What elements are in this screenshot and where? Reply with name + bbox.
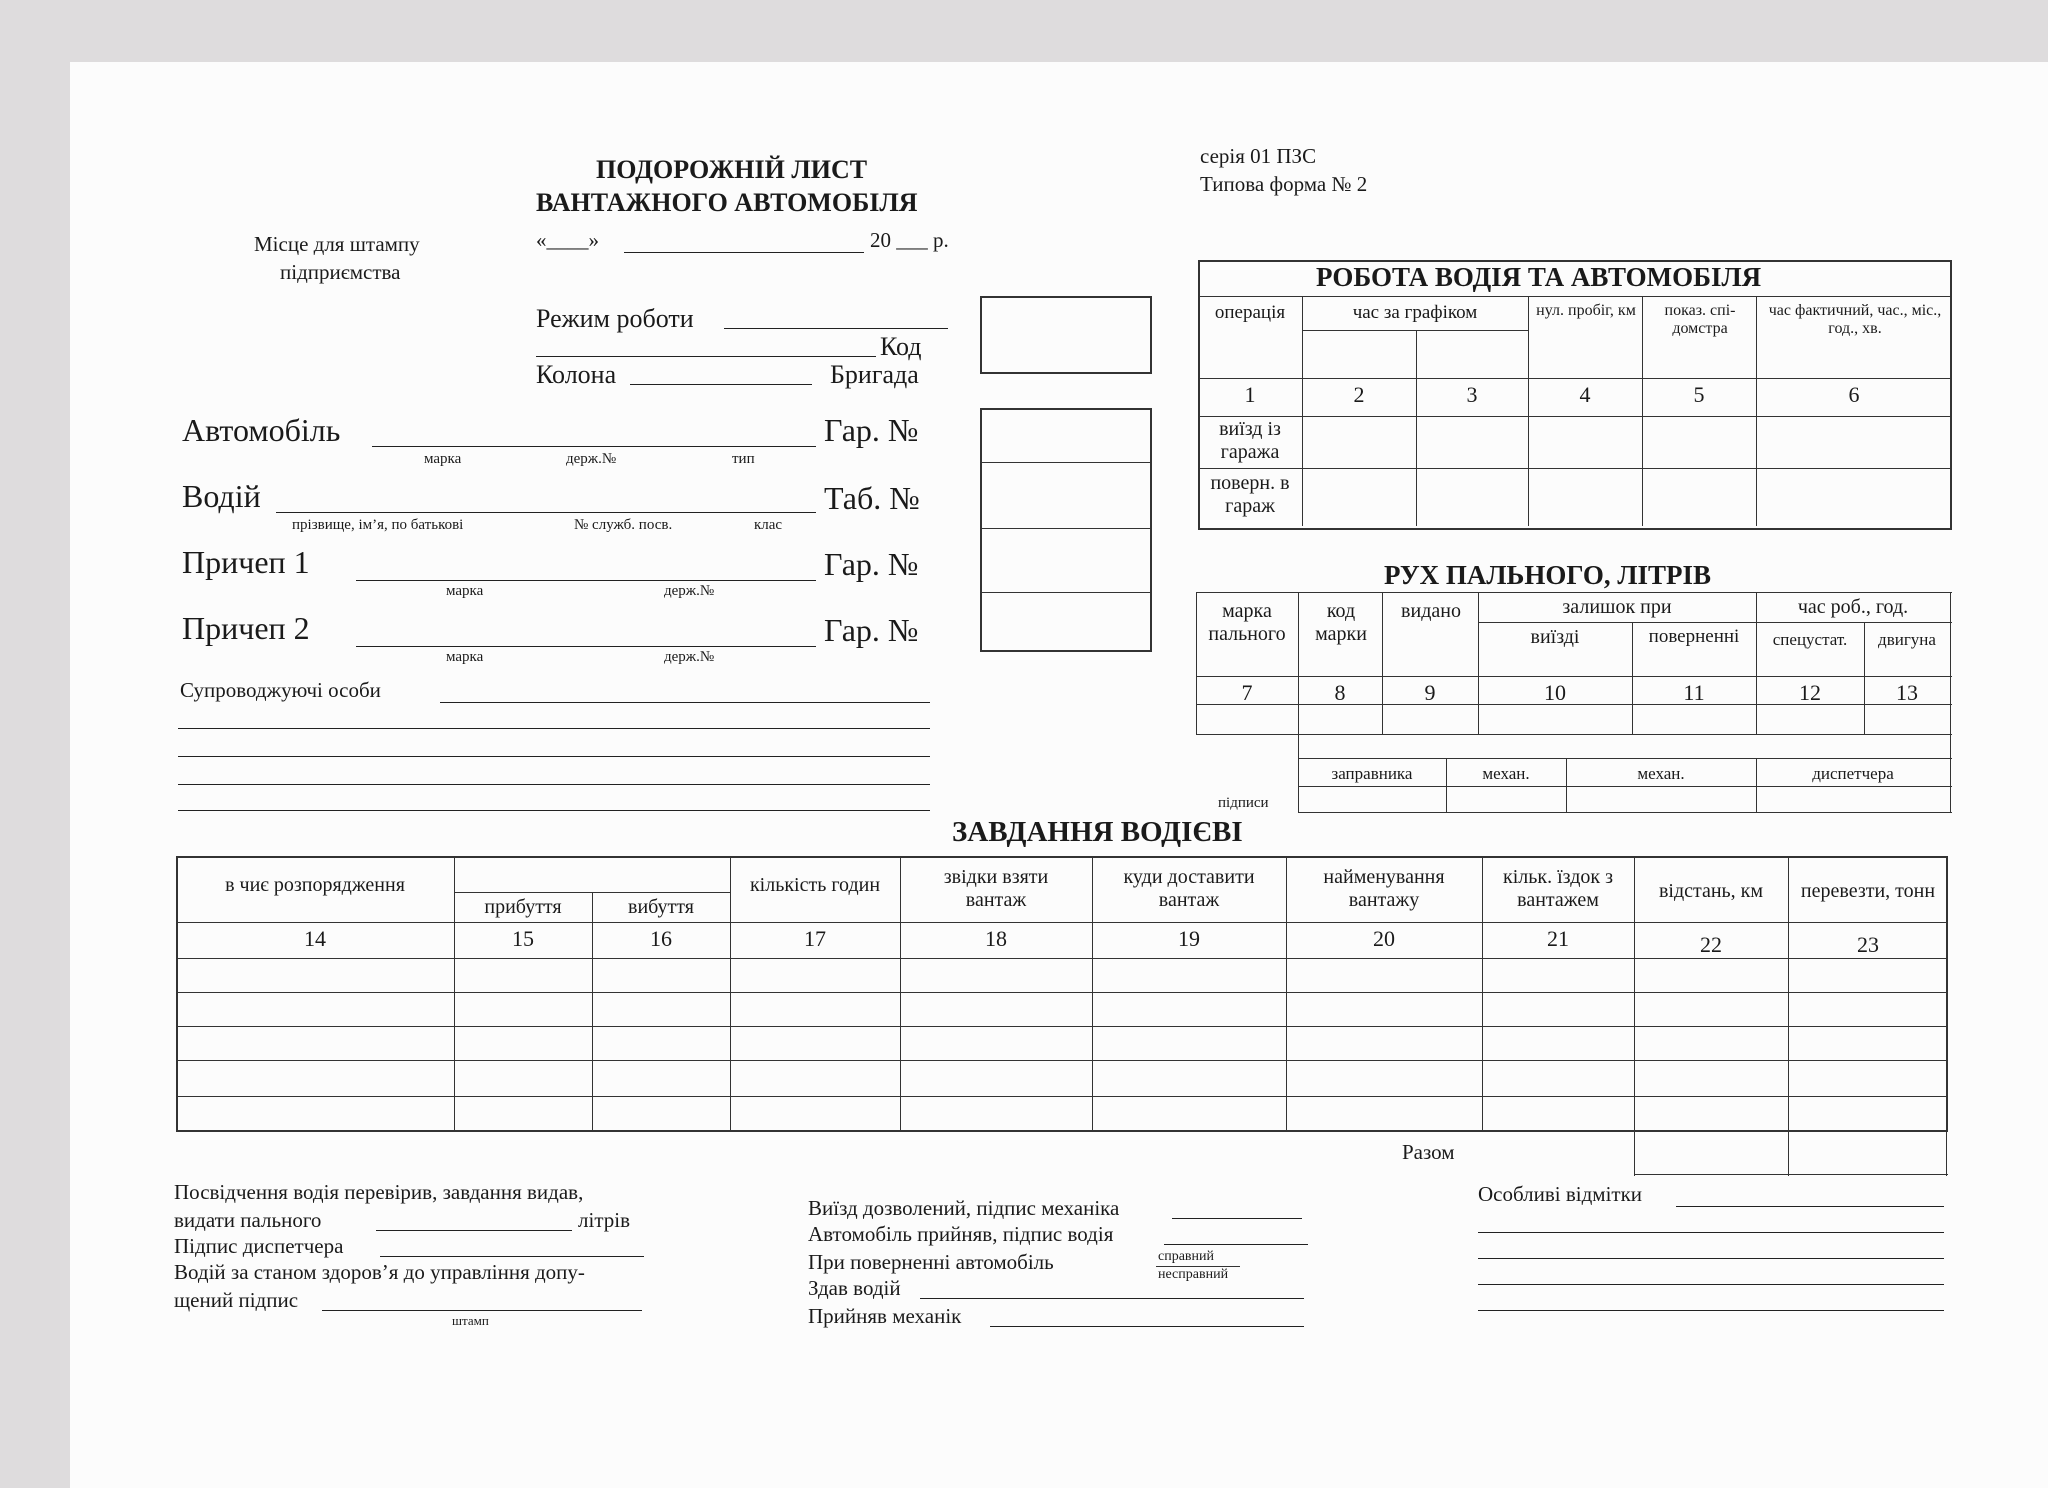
rule	[1788, 856, 1789, 1176]
series-label: серія 01 ПЗС	[1200, 144, 1317, 168]
fuel-col-brand: марка пального	[1208, 600, 1286, 645]
rule	[1286, 856, 1287, 1132]
mechanic-signature-field[interactable]	[1172, 1218, 1302, 1219]
fuel-num: 7	[1241, 680, 1253, 705]
rule	[1092, 856, 1093, 1132]
work-num: 4	[1579, 382, 1591, 407]
rule	[1198, 468, 1952, 469]
sig-mechanic-2: механ.	[1637, 764, 1685, 783]
date-year: 20 ___ р.	[870, 228, 949, 252]
footer-health-2: щений підпис	[174, 1288, 299, 1312]
trailer2-field[interactable]	[356, 646, 816, 647]
task-num: 14	[304, 926, 326, 951]
total-label: Разом	[1402, 1140, 1455, 1164]
brigade-label: Бригада	[830, 360, 919, 389]
special-notes-field-5[interactable]	[1478, 1310, 1944, 1311]
column-field[interactable]	[630, 384, 812, 385]
fuel-col-engine: двигуна	[1878, 630, 1936, 649]
code-label: Код	[880, 332, 922, 361]
task-col-to: куди доставити вантаж	[1123, 866, 1255, 911]
rule	[1196, 734, 1952, 735]
fuel-col-issued: видано	[1401, 600, 1461, 622]
driver-label: Водій	[182, 478, 261, 514]
task-num: 19	[1178, 926, 1200, 951]
trailer2-sub-plate: держ.№	[664, 649, 715, 665]
work-num: 1	[1244, 382, 1256, 407]
work-table-title: РОБОТА ВОДІЯ ТА АВТОМОБІЛЯ	[1316, 262, 1762, 292]
trailer1-label: Причеп 1	[182, 544, 310, 580]
sig-fueler: заправника	[1331, 764, 1413, 783]
work-col-schedule: час за графіком	[1352, 302, 1478, 323]
task-col-from: звідки взяти вантаж	[943, 866, 1049, 911]
footer-accepted-mechanic: Прийняв механік	[808, 1304, 962, 1328]
fuel-col-return: поверненні	[1648, 626, 1740, 647]
task-col-order: в чиє розпорядження	[225, 874, 405, 896]
rule	[1298, 758, 1952, 759]
special-notes-field-2[interactable]	[1478, 1232, 1944, 1233]
accepted-mechanic-field[interactable]	[990, 1326, 1304, 1327]
trailer2-garage-label: Гар. №	[824, 612, 919, 648]
trailer2-sub-brand: марка	[446, 649, 484, 665]
fuel-col-exit: виїзді	[1530, 626, 1580, 648]
task-num: 15	[512, 926, 534, 951]
task-num: 20	[1373, 926, 1395, 951]
code-box[interactable]	[980, 296, 1152, 374]
rule	[176, 1096, 1948, 1097]
doc-title-2: ВАНТАЖНОГО АВТОМОБІЛЯ	[536, 188, 918, 217]
rule	[900, 856, 901, 1132]
rule	[1302, 296, 1303, 526]
fuel-num: 11	[1683, 680, 1705, 705]
rule	[176, 992, 1948, 993]
garage-number-boxes[interactable]	[980, 408, 1152, 652]
car-sub-plate: держ.№	[566, 451, 617, 467]
escort-field-5[interactable]	[178, 810, 930, 811]
fuel-col-special: спецустат.	[1772, 630, 1848, 649]
status-ok[interactable]: справний	[1158, 1249, 1215, 1264]
rule	[1198, 296, 1952, 297]
date-month-line[interactable]	[624, 252, 864, 253]
work-col-zero-run: нул. пробіг, км	[1536, 302, 1636, 319]
driver-sub-name: прізвище, ім’я, по батькові	[292, 517, 464, 533]
work-row-exit: виїзд із гаража	[1219, 418, 1281, 463]
task-col-hours: кількість годин	[749, 874, 881, 896]
footer-dispatcher: Підпис диспетчера	[174, 1234, 344, 1258]
footer-exit-allowed: Виїзд дозволений, підпис механіка	[808, 1196, 1120, 1220]
rule	[1528, 296, 1529, 526]
health-signature-field[interactable]	[322, 1310, 642, 1311]
trailer1-garage-label: Гар. №	[824, 546, 919, 582]
rule	[1946, 1132, 1947, 1176]
sig-mechanic-1: механ.	[1482, 764, 1530, 783]
handed-driver-field[interactable]	[920, 1298, 1304, 1299]
rule	[1196, 704, 1952, 705]
stamp-note: штамп	[452, 1313, 489, 1328]
task-num: 22	[1700, 932, 1722, 957]
footer-fuel-label: видати пального	[174, 1208, 322, 1232]
rule	[176, 1060, 1948, 1061]
dispatcher-signature-field[interactable]	[380, 1256, 644, 1257]
rule	[1482, 856, 1483, 1132]
footer-handed-driver: Здав водій	[808, 1276, 901, 1300]
task-col-departure: вибуття	[628, 896, 694, 918]
footer-car-accepted: Автомобіль прийняв, підпис водія	[808, 1222, 1114, 1246]
footer-on-return: При поверненні автомобіль	[808, 1250, 1054, 1274]
rule	[1634, 856, 1635, 1176]
date-quote: «____»	[536, 228, 599, 252]
rule	[1478, 622, 1952, 623]
fuel-table-title: РУХ ПАЛЬНОГО, ЛІТРІВ	[1384, 560, 1712, 590]
work-col-speedometer: показ. спі-домстра	[1664, 302, 1736, 338]
fuel-num: 12	[1799, 680, 1821, 705]
fuel-amount-field[interactable]	[376, 1230, 572, 1231]
rule	[1382, 592, 1383, 734]
stamp-label-1: Місце для штампу	[254, 232, 420, 256]
box-divider	[980, 592, 1152, 593]
task-col-tons: перевезти, тонн	[1800, 880, 1936, 902]
fuel-col-remaining: залишок при	[1562, 596, 1672, 618]
fuel-col-code: код марки	[1315, 600, 1367, 645]
task-col-trips: кільк. їздок з вантажем	[1503, 866, 1613, 911]
rule	[1198, 416, 1952, 417]
rule	[176, 922, 1948, 923]
rule	[730, 856, 731, 1132]
driver-field[interactable]	[276, 512, 816, 513]
escort-field-3[interactable]	[178, 756, 930, 757]
special-notes-label: Особливі відмітки	[1478, 1182, 1643, 1206]
rule	[1298, 786, 1952, 787]
form-number: Типова форма № 2	[1200, 172, 1368, 196]
status-faulty[interactable]: несправний	[1158, 1267, 1229, 1282]
rule	[1196, 676, 1952, 677]
car-sub-brand: марка	[424, 451, 462, 467]
footer-check-line: Посвідчення водія перевірив, завдання видав,	[174, 1180, 584, 1204]
task-col-arrival: прибуття	[484, 896, 562, 918]
footer-liters: літрів	[578, 1208, 630, 1232]
task-table-title: ЗАВДАННЯ ВОДІЄВІ	[952, 816, 1243, 848]
rule	[1198, 378, 1952, 379]
box-divider	[980, 528, 1152, 529]
stamp-label-2: підприємства	[280, 260, 401, 284]
fuel-num: 13	[1896, 680, 1918, 705]
rule	[1642, 296, 1643, 526]
work-num: 5	[1693, 382, 1705, 407]
fuel-col-hours: час роб., год.	[1797, 596, 1909, 618]
footer-health-1: Водій за станом здоров’я до управління допу-	[174, 1260, 585, 1284]
box-divider	[980, 462, 1152, 463]
task-col-cargo-name: найменування вантажу	[1323, 866, 1445, 911]
special-notes-field-1[interactable]	[1676, 1206, 1944, 1207]
task-num: 23	[1857, 932, 1879, 957]
escort-label: Супроводжуючі особи	[180, 678, 381, 702]
task-num: 17	[804, 926, 826, 951]
code-field[interactable]	[536, 356, 876, 357]
trailer1-sub-brand: марка	[446, 583, 484, 599]
doc-title-1: ПОДОРОЖНІЙ ЛИСТ	[596, 155, 868, 184]
fuel-num: 9	[1424, 680, 1436, 705]
regime-field[interactable]	[724, 328, 948, 329]
rule	[1302, 330, 1528, 331]
task-num: 16	[650, 926, 672, 951]
signatures-label: підписи	[1218, 795, 1269, 811]
escort-field-4[interactable]	[178, 784, 930, 785]
trailer1-sub-plate: держ.№	[664, 583, 715, 599]
work-col-operation: операція	[1214, 302, 1286, 323]
driver-sub-id: № служб. посв.	[574, 517, 673, 533]
work-row-return: поверн. в гараж	[1210, 472, 1290, 517]
fuel-num: 8	[1334, 680, 1346, 705]
trailer2-label: Причеп 2	[182, 610, 310, 646]
work-num: 3	[1466, 382, 1478, 407]
car-sub-type: тип	[732, 451, 755, 467]
rule	[1634, 1174, 1948, 1175]
task-num: 18	[985, 926, 1007, 951]
rule	[1416, 330, 1417, 526]
rule	[1298, 812, 1952, 813]
trailer1-field[interactable]	[356, 580, 816, 581]
special-notes-field-3[interactable]	[1478, 1258, 1944, 1259]
rule	[1950, 592, 1951, 812]
work-col-actual-time: час фактичний, час., міс., год., хв.	[1768, 302, 1942, 338]
task-col-distance: відстань, км	[1658, 880, 1764, 902]
car-field[interactable]	[372, 446, 816, 447]
driver-sub-class: клас	[754, 517, 783, 533]
tab-number-label: Таб. №	[824, 480, 920, 516]
rule	[1756, 296, 1757, 526]
work-num: 2	[1353, 382, 1365, 407]
task-num: 21	[1547, 926, 1569, 951]
car-garage-label: Гар. №	[824, 412, 919, 448]
work-num: 6	[1848, 382, 1860, 407]
rule	[1196, 592, 1952, 593]
rule	[176, 1026, 1948, 1027]
special-notes-field-4[interactable]	[1478, 1284, 1944, 1285]
sig-dispatcher: диспетчера	[1812, 764, 1894, 783]
escort-field-1[interactable]	[440, 702, 930, 703]
rule	[454, 892, 730, 893]
column-label: Колона	[536, 360, 617, 389]
fuel-num: 10	[1544, 680, 1566, 705]
escort-field-2[interactable]	[178, 728, 930, 729]
regime-label: Режим роботи	[536, 304, 694, 333]
driver-signature-field[interactable]	[1164, 1244, 1308, 1245]
car-label: Автомобіль	[182, 412, 341, 448]
rule	[176, 958, 1948, 959]
